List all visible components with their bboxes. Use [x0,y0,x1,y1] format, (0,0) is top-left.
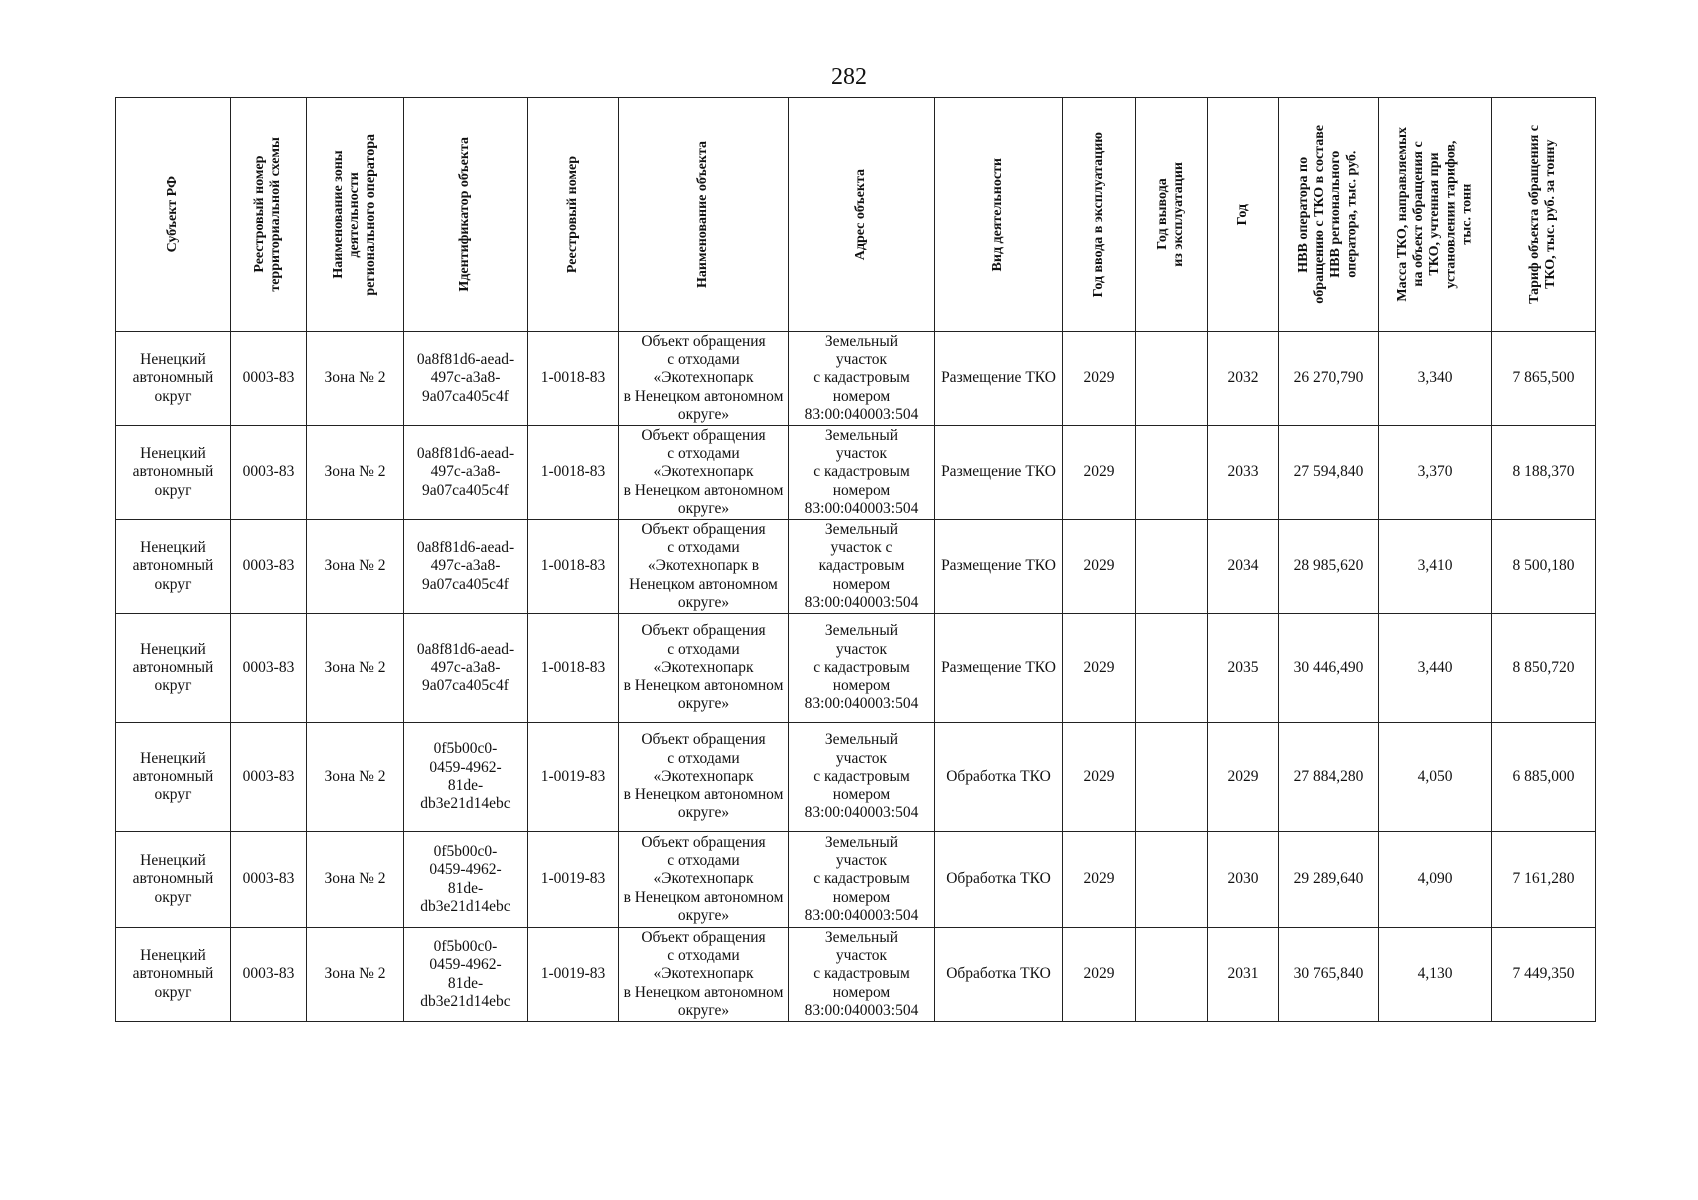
cell-year: 2031 [1208,928,1279,1022]
cell-year-out [1136,426,1208,520]
cell-nvv: 27 884,280 [1279,723,1379,832]
cell-year-in: 2029 [1063,928,1136,1022]
cell-year-in: 2029 [1063,426,1136,520]
cell-year-in: 2029 [1063,723,1136,832]
col-header-year-out: Год вывода из эксплуатации [1136,98,1208,332]
cell-tariff: 8 188,370 [1492,426,1596,520]
cell-address: Земельный участок с кадастровым номером 83:00:040003:504 [789,723,935,832]
cell-year-in: 2029 [1063,332,1136,426]
cell-object-id: 0a8f81d6-aead- 497c-a3a8- 9a07ca405c4f [404,426,528,520]
table-row [116,332,1596,426]
cell-activity: Размещение ТКО [935,614,1063,723]
cell-year: 2033 [1208,426,1279,520]
cell-zone: Зона № 2 [307,520,404,614]
cell-year: 2029 [1208,723,1279,832]
cell-nvv: 26 270,790 [1279,332,1379,426]
table-row [116,426,1596,520]
table-row [116,614,1596,723]
col-header-mass: Масса ТКО, направляемых на объект обращения с ТКО, учтенная при установлении тарифов, тыс. тонн [1379,98,1492,332]
cell-object-id: 0a8f81d6-aead- 497c-a3a8- 9a07ca405c4f [404,332,528,426]
cell-activity: Размещение ТКО [935,520,1063,614]
cell-year: 2032 [1208,332,1279,426]
cell-subject: Ненецкий автономный округ [116,614,231,723]
cell-year: 2035 [1208,614,1279,723]
cell-registry-number: 1-0019-83 [528,928,619,1022]
cell-object-name: Объект обращения с отходами «Экотехнопарк в Ненецком автономном округе» [619,614,789,723]
col-header-registry-number: Реестровый номер [528,98,619,332]
cell-zone: Зона № 2 [307,832,404,928]
cell-mass: 3,340 [1379,332,1492,426]
cell-address: Земельный участок с кадастровым номером 83:00:040003:504 [789,832,935,928]
cell-registry-number: 1-0018-83 [528,520,619,614]
cell-subject: Ненецкий автономный округ [116,832,231,928]
cell-year-in: 2029 [1063,520,1136,614]
cell-object-id: 0f5b00c0- 0459-4962- 81de- db3e21d14ebc [404,928,528,1022]
cell-object-id: 0f5b00c0- 0459-4962- 81de- db3e21d14ebc [404,723,528,832]
cell-scheme-number: 0003-83 [231,426,307,520]
cell-nvv: 28 985,620 [1279,520,1379,614]
cell-object-name: Объект обращения с отходами «Экотехнопарк в Ненецком автономном округе» [619,928,789,1022]
cell-nvv: 30 765,840 [1279,928,1379,1022]
cell-address: Земельный участок с кадастровым номером 83:00:040003:504 [789,928,935,1022]
col-header-scheme-number: Реестровый номер территориальной схемы [231,98,307,332]
cell-mass: 4,090 [1379,832,1492,928]
cell-subject: Ненецкий автономный округ [116,520,231,614]
cell-year-out [1136,723,1208,832]
cell-mass: 4,130 [1379,928,1492,1022]
cell-scheme-number: 0003-83 [231,520,307,614]
col-header-subject: Субъект РФ [116,98,231,332]
col-header-object-id: Идентификатор объекта [404,98,528,332]
cell-nvv: 27 594,840 [1279,426,1379,520]
col-header-nvv: НВВ оператора по обращению с ТКО в составе НВВ регионального оператора, тыс. руб. [1279,98,1379,332]
cell-registry-number: 1-0018-83 [528,332,619,426]
cell-registry-number: 1-0019-83 [528,832,619,928]
cell-tariff: 7 161,280 [1492,832,1596,928]
cell-year-in: 2029 [1063,614,1136,723]
col-header-year-in: Год ввода в эксплуатацию [1063,98,1136,332]
col-header-activity: Вид деятельности [935,98,1063,332]
cell-object-id: 0f5b00c0- 0459-4962- 81de- db3e21d14ebc [404,832,528,928]
table-row [116,520,1596,614]
cell-tariff: 6 885,000 [1492,723,1596,832]
cell-tariff: 8 850,720 [1492,614,1596,723]
cell-subject: Ненецкий автономный округ [116,928,231,1022]
cell-year: 2030 [1208,832,1279,928]
cell-year: 2034 [1208,520,1279,614]
cell-address: Земельный участок с кадастровым номером 83:00:040003:504 [789,520,935,614]
col-header-zone: Наименование зоны деятельности регионального оператора [307,98,404,332]
cell-object-name: Объект обращения с отходами «Экотехнопарк в Ненецком автономном округе» [619,426,789,520]
cell-object-name: Объект обращения с отходами «Экотехнопарк в Ненецком автономном округе» [619,832,789,928]
cell-scheme-number: 0003-83 [231,832,307,928]
col-header-object-name: Наименование объекта [619,98,789,332]
cell-scheme-number: 0003-83 [231,723,307,832]
cell-activity: Обработка ТКО [935,723,1063,832]
cell-year-out [1136,614,1208,723]
cell-mass: 3,440 [1379,614,1492,723]
cell-tariff: 7 449,350 [1492,928,1596,1022]
cell-object-id: 0a8f81d6-aead- 497c-a3a8- 9a07ca405c4f [404,614,528,723]
cell-scheme-number: 0003-83 [231,332,307,426]
cell-zone: Зона № 2 [307,928,404,1022]
cell-object-name: Объект обращения с отходами «Экотехнопарк в Ненецком автономном округе» [619,520,789,614]
cell-registry-number: 1-0018-83 [528,614,619,723]
cell-subject: Ненецкий автономный округ [116,426,231,520]
cell-year-out [1136,928,1208,1022]
page-number: 282 [831,64,867,90]
col-header-tariff: Тариф объекта обращения с ТКО, тыс. руб. за тонну [1492,98,1596,332]
cell-zone: Зона № 2 [307,426,404,520]
cell-activity: Размещение ТКО [935,426,1063,520]
cell-nvv: 30 446,490 [1279,614,1379,723]
table-row [116,928,1596,1022]
cell-registry-number: 1-0018-83 [528,426,619,520]
table-row [116,832,1596,928]
cell-year-out [1136,520,1208,614]
cell-tariff: 8 500,180 [1492,520,1596,614]
cell-subject: Ненецкий автономный округ [116,723,231,832]
cell-scheme-number: 0003-83 [231,614,307,723]
cell-address: Земельный участок с кадастровым номером 83:00:040003:504 [789,426,935,520]
cell-year-out [1136,332,1208,426]
cell-nvv: 29 289,640 [1279,832,1379,928]
cell-scheme-number: 0003-83 [231,928,307,1022]
cell-object-name: Объект обращения с отходами «Экотехнопарк в Ненецком автономном округе» [619,723,789,832]
col-header-address: Адрес объекта [789,98,935,332]
cell-activity: Обработка ТКО [935,928,1063,1022]
cell-subject: Ненецкий автономный округ [116,332,231,426]
header-row [116,98,1596,332]
cell-registry-number: 1-0019-83 [528,723,619,832]
cell-mass: 4,050 [1379,723,1492,832]
cell-activity: Обработка ТКО [935,832,1063,928]
cell-address: Земельный участок с кадастровым номером 83:00:040003:504 [789,614,935,723]
table-row [116,723,1596,832]
cell-mass: 3,410 [1379,520,1492,614]
cell-object-id: 0a8f81d6-aead- 497c-a3a8- 9a07ca405c4f [404,520,528,614]
cell-year-in: 2029 [1063,832,1136,928]
cell-address: Земельный участок с кадастровым номером 83:00:040003:504 [789,332,935,426]
cell-activity: Размещение ТКО [935,332,1063,426]
cell-tariff: 7 865,500 [1492,332,1596,426]
cell-object-name: Объект обращения с отходами «Экотехнопарк в Ненецком автономном округе» [619,332,789,426]
registry-table [115,97,1596,1022]
cell-mass: 3,370 [1379,426,1492,520]
cell-zone: Зона № 2 [307,332,404,426]
cell-zone: Зона № 2 [307,614,404,723]
cell-zone: Зона № 2 [307,723,404,832]
cell-year-out [1136,832,1208,928]
col-header-year: Год [1208,98,1279,332]
